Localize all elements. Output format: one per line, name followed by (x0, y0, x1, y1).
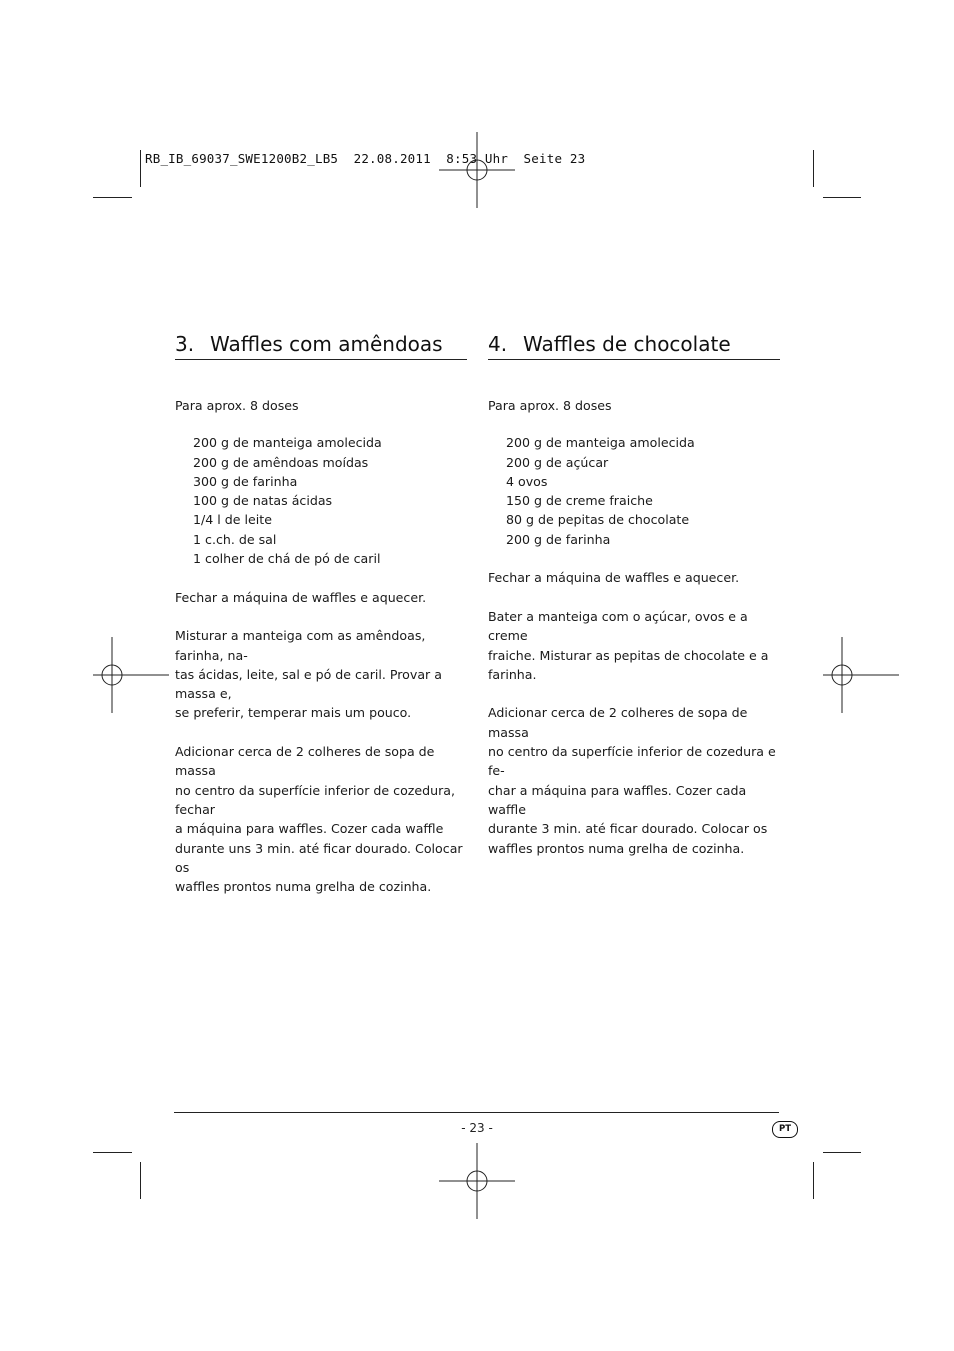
ingredient-item: 200 g de manteiga amolecida (506, 435, 695, 451)
language-badge: PT (772, 1121, 798, 1138)
servings-text: Para aprox. 8 doses (175, 398, 299, 413)
ingredient-item: 200 g de manteiga amolecida (193, 435, 382, 451)
ingredient-list (506, 433, 780, 549)
registration-mark-bottom-icon (439, 1143, 515, 1219)
registration-mark-top-icon (439, 132, 515, 208)
ingredient-item: 1 c.ch. de sal (193, 531, 277, 547)
registration-mark-left-icon (93, 637, 169, 713)
ingredient-item: 200 g de amêndoas moídas (193, 454, 369, 470)
ingredient-item: 4 ovos (506, 473, 548, 489)
ingredient-item: 1 colher de chá de pó de caril (193, 551, 381, 567)
crop-mark-bottom-right-horizontal (823, 1152, 861, 1153)
print-slug: RB_IB_69037_SWE1200B2_LB5 22.08.2011 8:53 Uhr Seite 23 (145, 151, 586, 166)
servings-text: Para aprox. 8 doses (488, 398, 612, 413)
crop-mark-top-left-horizontal (93, 197, 132, 198)
crop-mark-top-right-vertical (813, 150, 814, 187)
section-title: Waffles com amêndoas (210, 332, 443, 356)
crop-mark-bottom-left-horizontal (93, 1152, 132, 1153)
ingredient-item: 200 g de farinha (506, 531, 611, 547)
section-number: 4. (488, 332, 508, 356)
registration-mark-right-icon (823, 637, 899, 713)
section-heading (175, 329, 467, 360)
crop-mark-top-right-horizontal (823, 197, 861, 198)
recipe-section-almond-waffles (175, 329, 467, 896)
crop-mark-bottom-left-vertical (140, 1162, 141, 1199)
section-title: Waffles de chocolate (523, 332, 731, 356)
recipe-section-chocolate-waffles (488, 329, 780, 858)
ingredient-item: 300 g de farinha (193, 473, 298, 489)
crop-mark-top-left-vertical (140, 150, 141, 187)
page-number: - 23 - (461, 1121, 493, 1135)
instruction-step: Adicionar cerca de 2 colheres de sopa de massa no centro da superfície inferior de cozedura, fechar a máquina para waffles. Cozer cada waffle durante uns 3 min. até ficar dourado. Colocar os waffles prontos numa grelha de cozinha. (175, 744, 463, 895)
ingredient-item: 100 g de natas ácidas (193, 493, 333, 509)
instruction-step: Fechar a máquina de waffles e aquecer. (488, 570, 740, 586)
instruction-step: Fechar a máquina de waffles e aquecer. (175, 589, 427, 605)
ingredient-list (193, 433, 467, 568)
section-number: 3. (175, 332, 195, 356)
ingredient-item: 200 g de açúcar (506, 454, 609, 470)
ingredient-item: 1/4 l de leite (193, 512, 272, 528)
instruction-step: Bater a manteiga com o açúcar, ovos e a creme fraiche. Misturar as pepitas de chocolate e a farinha. (488, 608, 769, 682)
instruction-step: Adicionar cerca de 2 colheres de sopa de massa no centro da superfície inferior de cozedura e fe- char a máquina para waffles. Cozer cada waffle durante 3 min. até ficar dourado. Colocar os waffles prontos numa grelha de cozinha. (488, 705, 776, 856)
ingredient-item: 80 g de pepitas de chocolate (506, 512, 690, 528)
footer-divider (174, 1112, 779, 1113)
section-heading (488, 329, 780, 360)
instruction-step: Misturar a manteiga com as amêndoas, farinha, na- tas ácidas, leite, sal e pó de caril. Provar a massa e, se preferir, temperar mais um pouco. (175, 628, 442, 721)
ingredient-item: 150 g de creme fraiche (506, 493, 653, 509)
crop-mark-bottom-right-vertical (813, 1162, 814, 1199)
